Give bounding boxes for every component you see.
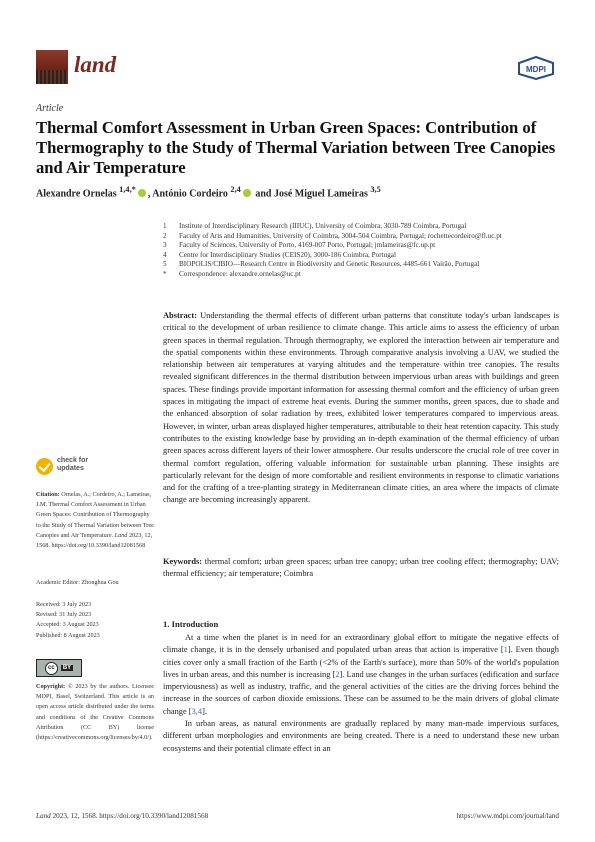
affiliation-item: 1 Institute of Interdisciplinary Research (IIIUC), University of Coimbra, 3030-789 Coimbra, Portugal <box>163 222 467 230</box>
author-affil-sup: 3,5 <box>370 185 381 194</box>
section-heading: 1. Introduction <box>163 619 219 629</box>
affiliation-item: 3 Faculty of Sciences, University of Porto, 4169-007 Porto, Portugal; jmlameiras@fc.up.pt <box>163 241 436 250</box>
mdpi-logo-icon[interactable] <box>517 56 555 80</box>
citation-block: Citation: Ornelas, A.; Cordeiro, A.; Lameiras, J.M. Thermal Comfort Assessment in Urban Green Spaces: Contribution of Thermography to the Study of Thermal Variation between Tree Canopies and Air Temperature. Land 2023, 12, 1568. https://doi.org/10.3390/land12081568 <box>36 491 154 550</box>
author-affil-sup: 1,4,* <box>119 185 136 194</box>
author-name[interactable]: António Cordeiro <box>152 188 228 200</box>
published-date: Published: 8 August 2023 <box>36 631 100 639</box>
copyright-block: Copyright: © 2023 by the authors. Licensee MDPI, Basel, Switzerland. This article is an open access article distributed under the terms and conditions of the Creative Commons Attribution (CC BY) license (https://creativecommons.org/licenses/by/4.0/). <box>36 683 154 742</box>
by-icon: BY <box>62 665 72 671</box>
affiliation-item: 5 BIOPOLIS/CIBIO—Research Centre in Biodiversity and Genetic Resources, 4485-661 Vairão, Portugal <box>163 260 480 269</box>
affiliation-item: 2 Faculty of Arts and Humanities, University of Coimbra, 3004-504 Coimbra, Portugal; rochettecordeiro@fl.uc.pt <box>163 231 502 240</box>
author-affil-sup: 2,4 <box>230 185 241 194</box>
author-name[interactable]: José Miguel Lameiras <box>273 188 368 200</box>
keywords-text: thermal comfort; urban green spaces; urban tree canopy; urban tree cooling effect; thermography; UAV; thermal efficiency; air temperature; Coimbra <box>163 557 559 579</box>
revised-date: Revised: 31 July 2023 <box>36 611 92 619</box>
keywords <box>163 556 559 581</box>
check-icon <box>36 458 53 475</box>
paper-title: Thermal Comfort Assessment in Urban Green Spaces: Contribution of Thermography to the Study of Thermal Variation between Tree Canopies and Air Temperature <box>36 118 556 177</box>
author-list: Alexandre Ornelas $^{1,4,*}$ , António Cordeiro $^{2,4}$ and José Miguel Lameiras $^{3,5}$ <box>36 185 381 200</box>
affiliation-item: 4 Centre for Interdisciplinary Studies (CEIS20), 3000-186 Coimbra, Portugal <box>163 250 396 259</box>
keywords-label: Keywords: <box>163 557 203 566</box>
cc-icon: cc <box>45 662 58 675</box>
footer-citation: Land 2023, 12, 1568. https://doi.org/10.3390/land12081568 <box>36 812 209 820</box>
abstract-text: Understanding the thermal effects of different urban patterns that constitute today's urban landscapes is critical to the development of urban resilience to climate change. This article aims to assess the efficiency of urban green spaces in thermal regulation. Through thermography, we explored the interaction between air temperature and the spatial components within these environments. Through comparative analysis involving a UAV, we studied the relationship between air temperatures at varying altitudes and the temperature within tree canopies. The results revealed significant differences in the thermal distribution between impervious urban areas with buildings and green spaces. These findings provide important information for assessing thermal comfort and the efficiency of urban green spaces in mitigating the impact of extreme heat events. During the summer months, green spaces, due to shade and the enhanced absorption of solar radiation by trees, exhibited lower temperatures compared to impervious areas. However, in winter, urban areas displayed higher temperatures, attributable to their heat retention capacity. This study contributes to the existing knowledge base by providing an in-depth examination of the thermal efficiency of urban green spaces across different layers of their lower atmosphere. Our results underscore the crucial role of tree cover in thermal comfort regulation, offering valuable information for sustainable urban planning. These insights are particularly relevant for the design of more comfortable and resilient environments in response to climatic variations and for the crafting of a tree-planting strategy in Mediterranean climate cities, an area where the impacts of climate change are becoming increasingly apparent. <box>163 311 560 505</box>
author-name[interactable]: Alexandre Ornelas <box>36 188 117 200</box>
paragraph: At a time when the planet is in need for an extraordinary global effort to mitigate the negative effects of climate change, it is in the densely urbanised and populated urban areas that action is imperative [1]. Even though cities cover only a small fraction of the Earth (<2% of the Earth's surface), more than 50% of the world's population lives in urban areas, and this number is increasing [2]. Land use changes in the urban surfaces (edification and surface imperviousness) as well as industry, traffic, and the general activities of the cities are the driving forces behind the increase in the sources of carbon dioxide emissions. These can be assumed to be the main drivers of global climate change [3,4]. <box>163 633 559 716</box>
citation-link[interactable]: 3,4 <box>191 706 203 716</box>
paragraph: In urban areas, as natural environments are gradually replaced by many man-made impervious surfaces, different urban morphologies and environments are being created. There is a need to understand these new urban ecosystems and their potential climate effect in an <box>163 719 559 753</box>
journal-name: land <box>74 52 117 77</box>
citation-link[interactable]: 1 <box>503 645 508 655</box>
check-for-updates-button[interactable] <box>36 456 96 478</box>
accepted-date: Accepted: 3 August 2023 <box>36 621 99 629</box>
orcid-icon[interactable] <box>243 189 251 197</box>
orcid-icon[interactable] <box>138 189 146 197</box>
citation-link[interactable]: 2 <box>335 669 340 679</box>
cc-by-license-badge[interactable] <box>36 659 82 677</box>
received-date: Received: 3 July 2023 <box>36 601 92 608</box>
affiliations <box>163 222 563 280</box>
abstract <box>163 310 559 507</box>
author-and: and <box>255 188 272 200</box>
academic-editor: Academic Editor: Zhonghua Gou <box>36 579 119 586</box>
abstract-label: Abstract: <box>163 311 197 320</box>
dates-block <box>36 600 154 641</box>
svg-text:MDPI: MDPI <box>526 65 546 74</box>
article-type: Article <box>36 103 64 114</box>
check-updates-label: check for updates <box>57 457 89 472</box>
affiliation-item: * Correspondence: alexandre.ornelas@uc.pt <box>163 269 301 278</box>
journal-logo-image <box>36 50 68 84</box>
footer-journal-link[interactable]: https://www.mdpi.com/journal/land <box>456 812 559 820</box>
intro-body <box>163 632 559 755</box>
